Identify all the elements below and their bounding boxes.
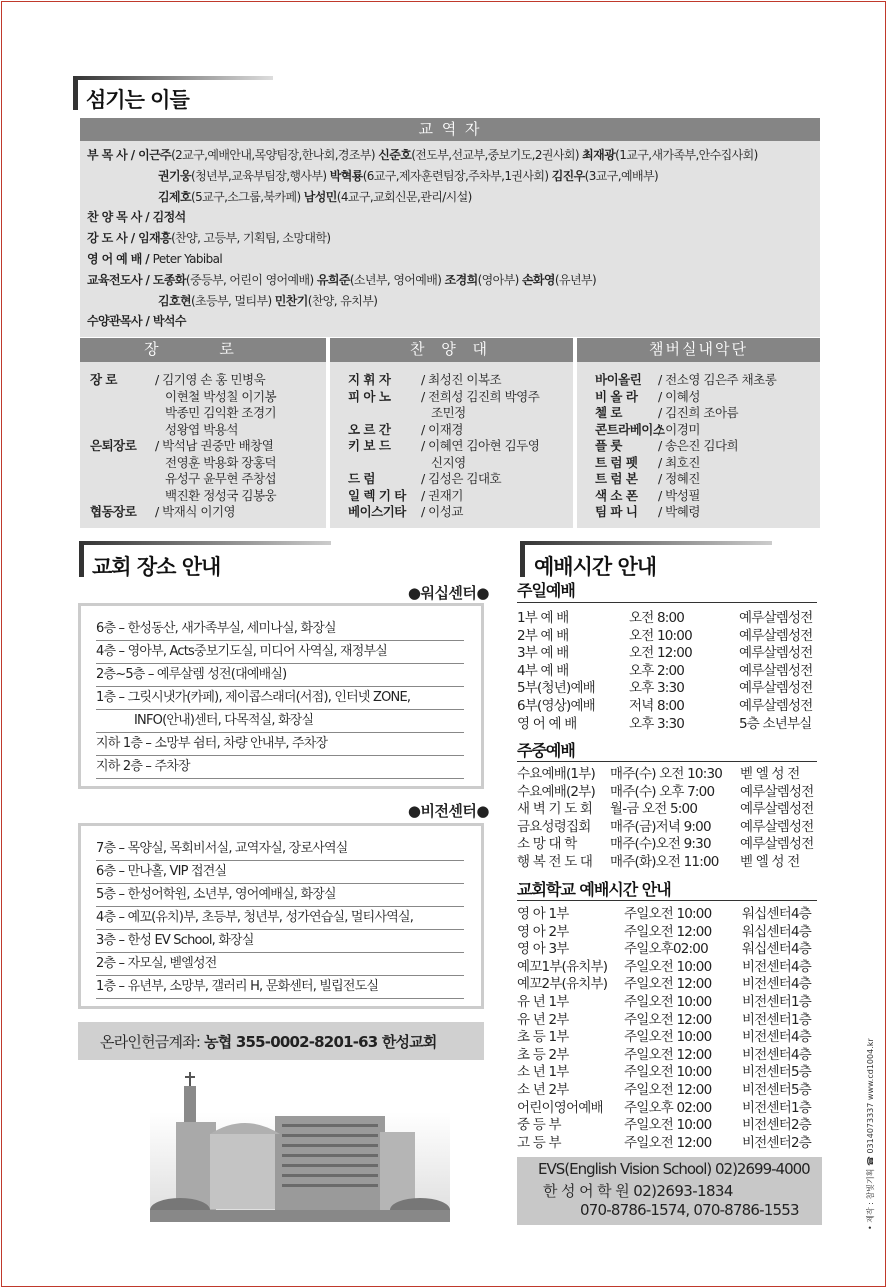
sunday-title: 주일예배	[517, 581, 575, 600]
floor-item: 1층 – 그릿시냇가(카페), 제이콥스래더(서점), 인터넷 ZONE,	[96, 687, 464, 710]
staff-name: 남성민	[303, 189, 337, 204]
service-place: 비전센터1층	[742, 1099, 811, 1116]
service-time: 주일오전 12:00	[624, 976, 712, 993]
schedule-row	[517, 924, 822, 942]
service-time: 오후 3:30	[629, 680, 685, 697]
floor-item: 3층 – 한성 EV School, 화장실	[96, 930, 464, 953]
elders-names: 유성구 윤무현 주창섭	[165, 471, 277, 486]
staff-name: 김정석	[152, 210, 186, 225]
staff-name: 신준호	[378, 148, 412, 162]
schedule-row	[517, 819, 820, 837]
floor-item: 2층 – 자모실, 벧엘성전	[96, 953, 464, 976]
choir-role	[348, 455, 421, 472]
school-schedule	[517, 906, 822, 1152]
service-time: 매주(수) 오전 10:30	[610, 766, 723, 782]
service-place: 비전센터1층	[742, 1011, 811, 1028]
staff-role-label: 영 어 예 배 /	[87, 252, 153, 266]
service-time: 오전 12:00	[629, 645, 692, 662]
schedule-row	[517, 836, 820, 854]
service-name: 영 어 예 배	[517, 715, 577, 732]
staff-name: 김호현	[158, 293, 191, 308]
service-place: 비전센터5층	[742, 1064, 811, 1081]
elders-line	[90, 504, 276, 521]
floor-item: 6층 – 만나홀, VIP 접견실	[96, 861, 464, 884]
staff-name: 임재흥	[138, 231, 172, 246]
schedule-row	[517, 1117, 822, 1135]
service-name: 수요예배(2부)	[517, 783, 595, 800]
schedule-title: 예배시간 안내	[534, 555, 657, 579]
service-name: 예꼬1부(유치부)	[517, 958, 608, 975]
service-place: 예루살렘성전	[739, 610, 813, 626]
choir-line	[348, 389, 539, 406]
service-name: 소 년 2부	[517, 1081, 569, 1098]
schedule-row	[517, 1012, 822, 1030]
choir-role: 키 보 드	[348, 438, 391, 453]
staff-duties: (중등부, 어린이 영어예배)	[185, 272, 317, 287]
staff-row	[158, 291, 377, 311]
service-time: 오전 8:00	[629, 610, 685, 626]
service-name: 초 등 2부	[517, 1046, 569, 1063]
chamber-list	[595, 372, 776, 521]
service-name: 중 등 부	[517, 1117, 561, 1134]
service-name: 영 아 2부	[517, 923, 569, 940]
staff-row	[87, 145, 758, 165]
schedule-row	[517, 610, 819, 628]
elders-line	[90, 389, 276, 406]
schedule-row	[517, 941, 822, 959]
choir-role	[348, 405, 421, 422]
service-place: 예루살렘성전	[739, 645, 813, 662]
chamber-names: / 박성필	[658, 487, 700, 503]
choir-line	[348, 471, 539, 488]
service-place: 예루살렘성전	[739, 680, 813, 697]
choir-line	[348, 372, 539, 389]
service-place: 벧 엘 성 전	[740, 853, 800, 870]
schedule-row	[517, 1047, 822, 1065]
staff-duties: (유년부)	[554, 272, 597, 287]
credit-text: • 제작 : 참빛기획 ☎ 0314073337 www.cd1004.kr	[866, 1038, 875, 1230]
staff-role-label: 강 도 사 /	[87, 231, 139, 246]
staff-name: 민찬기	[274, 293, 308, 308]
choir-role: 일 렉 기 타	[348, 487, 406, 503]
evs-line-2: 한 성 어 학 원 02)2693-1834	[543, 1182, 733, 1200]
schedule-row	[517, 854, 820, 872]
service-time: 월-금 오전 5:00	[610, 801, 698, 818]
weekday-schedule	[517, 766, 820, 872]
choir-header: 찬 양 대	[330, 338, 573, 362]
elders-header: 장 로	[80, 338, 326, 362]
account-value: 농협 355-0002-8201-63 한성교회	[204, 1033, 437, 1051]
ministers-title: 섬기는 이들	[86, 88, 189, 112]
service-place: 예루살렘성전	[740, 801, 814, 818]
service-place: 예루살렘성전	[739, 697, 813, 714]
staff-name: 유희준	[316, 272, 350, 287]
staff-name: 도종화	[152, 272, 186, 287]
divider	[517, 761, 817, 762]
service-name: 유 년 1부	[517, 993, 569, 1010]
staff-duties: Peter Yabibal	[152, 252, 223, 266]
chamber-line	[595, 372, 776, 389]
service-name: 1부 예 배	[517, 610, 569, 626]
choir-names: / 최성진 이복조	[421, 372, 502, 387]
staff-row	[158, 166, 658, 186]
service-time: 주일오전 12:00	[624, 1046, 712, 1063]
service-name: 초 등 1부	[517, 1029, 569, 1046]
choir-names: / 이재경	[421, 421, 463, 437]
staff-duties: (찬양, 유치부)	[307, 293, 378, 308]
service-time: 주일오후02:00	[624, 941, 708, 958]
staff-duties: (초등부, 멀티부)	[190, 293, 275, 308]
chamber-role: 트 럼 본	[595, 471, 638, 486]
chamber-header: 챔버실내악단	[577, 338, 820, 362]
evs-line-3: 070-8786-1574, 070-8786-1553	[580, 1201, 799, 1219]
elders-role	[90, 422, 155, 439]
schedule-row	[517, 680, 819, 698]
choir-role: 피 아 노	[348, 388, 391, 404]
floor-item: 5층 – 한성어학원, 소년부, 영어예배실, 화장실	[96, 884, 464, 907]
service-time: 매주(수)오전 9:30	[610, 836, 711, 853]
chamber-line	[595, 389, 776, 406]
floor-item: 지하 2층 – 주차장	[96, 756, 464, 779]
service-time: 매주(수) 오후 7:00	[610, 783, 715, 800]
staff-role-label: 찬 양 목 사 /	[87, 210, 153, 225]
service-place: 비전센터4층	[742, 958, 811, 975]
service-place: 비전센터4층	[742, 1029, 811, 1046]
staff-row	[87, 270, 596, 290]
elders-role	[90, 488, 155, 505]
service-place: 비전센터2층	[742, 1117, 811, 1134]
chamber-role: 팀 파 니	[595, 504, 638, 519]
service-name: 영 아 1부	[517, 906, 569, 922]
chamber-role: 비 올 라	[595, 388, 638, 404]
chamber-role: 플 룻	[595, 438, 623, 453]
chamber-names: / 정혜진	[658, 471, 700, 486]
staff-duties: (전도부,선교부,중보기도,2권사회)	[411, 148, 583, 162]
service-place: 비전센터2층	[742, 1134, 811, 1151]
service-time: 주일오전 10:00	[624, 1064, 712, 1081]
floor-item: 2층~5층 – 예루살렘 성전(대예배실)	[96, 664, 464, 687]
choir-line	[348, 422, 539, 439]
elders-role	[90, 405, 155, 422]
service-place: 비전센터4층	[742, 1046, 811, 1063]
service-time: 매주(화)오전 11:00	[610, 853, 719, 870]
elders-names: 성왕엽 박용석	[165, 421, 238, 437]
staff-name: 조경희	[444, 272, 478, 287]
chamber-names: / 김진희 조아름	[658, 405, 739, 420]
service-name: 금요성령집회	[517, 818, 591, 835]
staff-name: 박혁룡	[329, 168, 363, 183]
chamber-names: / 이혜성	[658, 388, 700, 404]
service-name: 2부 예 배	[517, 627, 569, 644]
chamber-role: 바이올린	[595, 372, 642, 387]
places-title: 교회 장소 안내	[92, 555, 221, 579]
floor-item: INFO(안내)센터, 다목적실, 화장실	[96, 710, 464, 733]
staff-name: 김진우	[551, 168, 585, 183]
service-place: 워십센터4층	[742, 906, 811, 922]
service-place: 예루살렘성전	[740, 836, 814, 853]
floor-item: 7층 – 목양실, 목회비서실, 교역자실, 장로사역실	[96, 838, 464, 861]
divider	[517, 602, 817, 603]
service-time: 오후 3:30	[629, 715, 685, 732]
schedule-row	[517, 906, 822, 924]
staff-duties: (3교구,예배부)	[584, 168, 659, 183]
chamber-line	[595, 438, 776, 455]
choir-role: 지 휘 자	[348, 372, 391, 387]
choir-line	[348, 504, 539, 521]
schedule-row	[517, 645, 819, 663]
staff-name: 손화영	[521, 272, 555, 287]
schedule-row	[517, 716, 819, 734]
section-underline	[520, 541, 772, 545]
elders-line	[90, 405, 276, 422]
elders-names: 백진환 정성국 김봉웅	[165, 487, 277, 503]
schedule-row	[517, 628, 819, 646]
elders-line	[90, 438, 276, 455]
staff-name: 김제호	[158, 189, 191, 204]
service-place: 예루살렘성전	[739, 627, 813, 644]
chamber-line	[595, 455, 776, 472]
chamber-names: / 박혜령	[658, 504, 700, 519]
staff-role-label: 수양관목사 /	[87, 314, 153, 329]
service-place: 예루살렘성전	[740, 818, 814, 835]
service-time: 주일오전 10:00	[624, 1029, 712, 1046]
sunday-schedule	[517, 610, 819, 733]
section-marker	[73, 77, 78, 110]
schedule-row	[517, 801, 820, 819]
schedule-row	[517, 959, 822, 977]
chamber-line	[595, 471, 776, 488]
staff-row	[158, 187, 472, 207]
elders-line	[90, 455, 276, 472]
service-time: 주일오전 12:00	[624, 923, 712, 940]
staff-duties: (청년부,교육부팀장,행사부)	[190, 168, 330, 183]
staff-duties: (영아부)	[477, 272, 522, 287]
floor-item: 4층 – 예꼬(유치)부, 초등부, 청년부, 성가연습실, 멀티사역실,	[96, 907, 464, 930]
staff-row	[87, 249, 222, 269]
service-name: 수요예배(1부)	[517, 766, 595, 782]
staff-duties: (6교구,제자훈련팀장,주차부,1권사회)	[362, 168, 552, 183]
service-place: 비전센터1층	[742, 993, 811, 1010]
service-time: 주일오전 12:00	[624, 1011, 712, 1028]
elders-role: 은퇴장로	[90, 438, 137, 453]
evs-line-1: EVS(English Vision School) 02)2699-4000	[538, 1160, 810, 1178]
elders-role: 협동장로	[90, 504, 137, 519]
service-time: 주일오전 10:00	[624, 906, 712, 922]
chamber-role: 색 소 폰	[595, 487, 638, 503]
staff-name: 이근주	[138, 148, 172, 162]
elders-line	[90, 422, 276, 439]
floor-item: 지하 1층 – 소망부 쉼터, 차량 안내부, 주차장	[96, 733, 464, 756]
service-time: 주일오전 10:00	[624, 958, 712, 975]
schedule-row	[517, 1082, 822, 1100]
schedule-row	[517, 698, 819, 716]
staff-duties: (4교구,교회신문,관리/시설)	[336, 189, 472, 204]
service-name: 소 망 대 학	[517, 836, 577, 853]
service-name: 6부(영상)예배	[517, 697, 595, 714]
chamber-names: / 최호진	[658, 454, 700, 470]
staff-duties: (찬양, 고등부, 기획팀, 소망대학)	[171, 231, 331, 246]
schedule-row	[517, 1064, 822, 1082]
account-line	[100, 1031, 437, 1052]
chamber-line	[595, 405, 776, 422]
weekday-title: 주중예배	[517, 741, 575, 760]
elders-names: / 박석남 권중만 배창열	[155, 438, 274, 453]
floor-item: 4층 – 영아부, Acts중보기도실, 미디어 사역실, 재정부실	[96, 641, 464, 664]
service-place: 벧 엘 성 전	[740, 766, 800, 782]
staff-role-label: 부 목 사 /	[87, 148, 139, 162]
service-name: 예꼬2부(유치부)	[517, 976, 608, 993]
elders-list	[90, 372, 276, 521]
choir-names: / 이성교	[421, 504, 463, 519]
service-place: 비전센터4층	[742, 976, 811, 993]
floor-item: 1층 – 유년부, 소망부, 갤러리 H, 문화센터, 빌립전도실	[96, 976, 464, 999]
chamber-line	[595, 488, 776, 505]
service-name: 3부 예 배	[517, 645, 569, 662]
elders-line	[90, 488, 276, 505]
divider	[517, 900, 817, 901]
service-name: 새 벽 기 도 회	[517, 801, 593, 818]
service-time: 오후 2:00	[629, 662, 685, 679]
chamber-names: / 이경미	[658, 421, 700, 437]
staff-row	[87, 311, 186, 331]
service-name: 5부(청년)예배	[517, 680, 595, 697]
section-underline	[73, 76, 273, 80]
service-name: 4부 예 배	[517, 662, 569, 679]
service-place: 예루살렘성전	[739, 662, 813, 679]
choir-names: 조민정	[431, 405, 466, 420]
elders-names: / 김기영 손 홍 민병욱	[155, 372, 266, 387]
elders-role	[90, 471, 155, 488]
service-name: 유 년 2부	[517, 1011, 569, 1028]
choir-names: / 권재기	[421, 487, 463, 503]
chamber-role: 콘트라베이스	[595, 421, 665, 437]
service-time: 저녁 8:00	[629, 697, 685, 714]
elders-names: 이현철 박성칠 이기봉	[165, 388, 277, 404]
vision-center-label: ●비전센터●	[407, 802, 489, 820]
elders-role	[90, 455, 155, 472]
choir-line	[348, 438, 539, 455]
choir-names: / 전희성 김진희 박영주	[421, 388, 540, 404]
staff-name: 권기웅	[158, 168, 191, 183]
service-name: 소 년 1부	[517, 1064, 569, 1081]
service-place: 비전센터5층	[742, 1081, 811, 1098]
choir-role: 베이스기타	[348, 504, 406, 519]
staff-duties: (2교구,예배안내,목양팀장,한나회,경조부)	[171, 148, 379, 162]
choir-line	[348, 488, 539, 505]
choir-names: 신지영	[431, 454, 466, 470]
staff-duties: (1교구,새가족부,안수집사회)	[615, 148, 758, 162]
elders-names: / 박재식 이기영	[155, 504, 236, 519]
elders-role: 장 로	[90, 372, 118, 387]
chamber-line	[595, 422, 776, 439]
choir-list	[348, 372, 539, 521]
service-time: 주일오후 02:00	[624, 1099, 712, 1116]
chamber-role: 트 럼 펫	[595, 454, 638, 470]
choir-role: 드 럼	[348, 471, 376, 486]
chamber-line	[595, 504, 776, 521]
schedule-row	[517, 1029, 822, 1047]
service-time: 오전 10:00	[629, 627, 692, 644]
section-underline	[79, 541, 331, 545]
choir-line	[348, 455, 539, 472]
schedule-row	[517, 1135, 822, 1153]
church-building-image	[150, 1072, 450, 1222]
service-time: 주일오전 10:00	[624, 993, 712, 1010]
choir-role: 오 르 간	[348, 421, 391, 437]
elders-names: 전영훈 박용화 장홍덕	[165, 454, 277, 470]
elders-names: 박종민 김익환 조경기	[165, 405, 277, 420]
service-place: 5층 소년부실	[739, 715, 812, 732]
service-name: 영 아 3부	[517, 941, 569, 958]
school-title: 교회학교 예배시간 안내	[517, 880, 671, 899]
staff-name: 박석수	[152, 314, 186, 329]
schedule-row	[517, 766, 820, 784]
service-time: 주일오전 10:00	[624, 1117, 712, 1134]
chamber-names: / 전소영 김은주 채초롱	[658, 372, 777, 387]
staff-name: 최재광	[582, 148, 616, 162]
elders-role	[90, 389, 155, 406]
worship-center-label: ●워십센터●	[407, 584, 489, 602]
service-place: 예루살렘성전	[740, 783, 814, 800]
choir-line	[348, 405, 539, 422]
service-time: 주일오전 12:00	[624, 1081, 712, 1098]
schedule-row	[517, 784, 820, 802]
schedule-row	[517, 976, 822, 994]
account-label: 온라인헌금계좌:	[100, 1033, 205, 1051]
schedule-row	[517, 994, 822, 1012]
section-marker	[79, 542, 84, 577]
choir-names: / 김성은 김대호	[421, 471, 502, 486]
section-marker	[520, 542, 525, 577]
service-name: 고 등 부	[517, 1134, 561, 1151]
staff-role-label: 교육전도사 /	[87, 272, 153, 287]
staff-row	[87, 207, 186, 227]
service-place: 워십센터4층	[742, 941, 811, 958]
service-place: 워십센터4층	[742, 923, 811, 940]
staff-row	[87, 228, 330, 248]
schedule-row	[517, 1100, 822, 1118]
elders-line	[90, 471, 276, 488]
service-time: 매주(금)저녁 9:00	[610, 818, 711, 835]
service-name: 어린이영어예배	[517, 1099, 603, 1116]
schedule-row	[517, 663, 819, 681]
staff-duties: (5교구,소그룹,북카페)	[190, 189, 304, 204]
elders-line	[90, 372, 276, 389]
chamber-role: 첼 로	[595, 405, 623, 420]
choir-names: / 이혜연 김아현 김두영	[421, 438, 540, 453]
service-name: 행 복 전 도 대	[517, 853, 593, 870]
service-time: 주일오전 12:00	[624, 1134, 712, 1151]
chamber-names: / 송은진 김다희	[658, 438, 739, 453]
staff-duties: (소년부, 영어예배)	[349, 272, 445, 287]
staff-header: 교 역 자	[80, 118, 820, 141]
floor-item: 6층 – 한성동산, 새가족부실, 세미나실, 화장실	[96, 618, 464, 641]
